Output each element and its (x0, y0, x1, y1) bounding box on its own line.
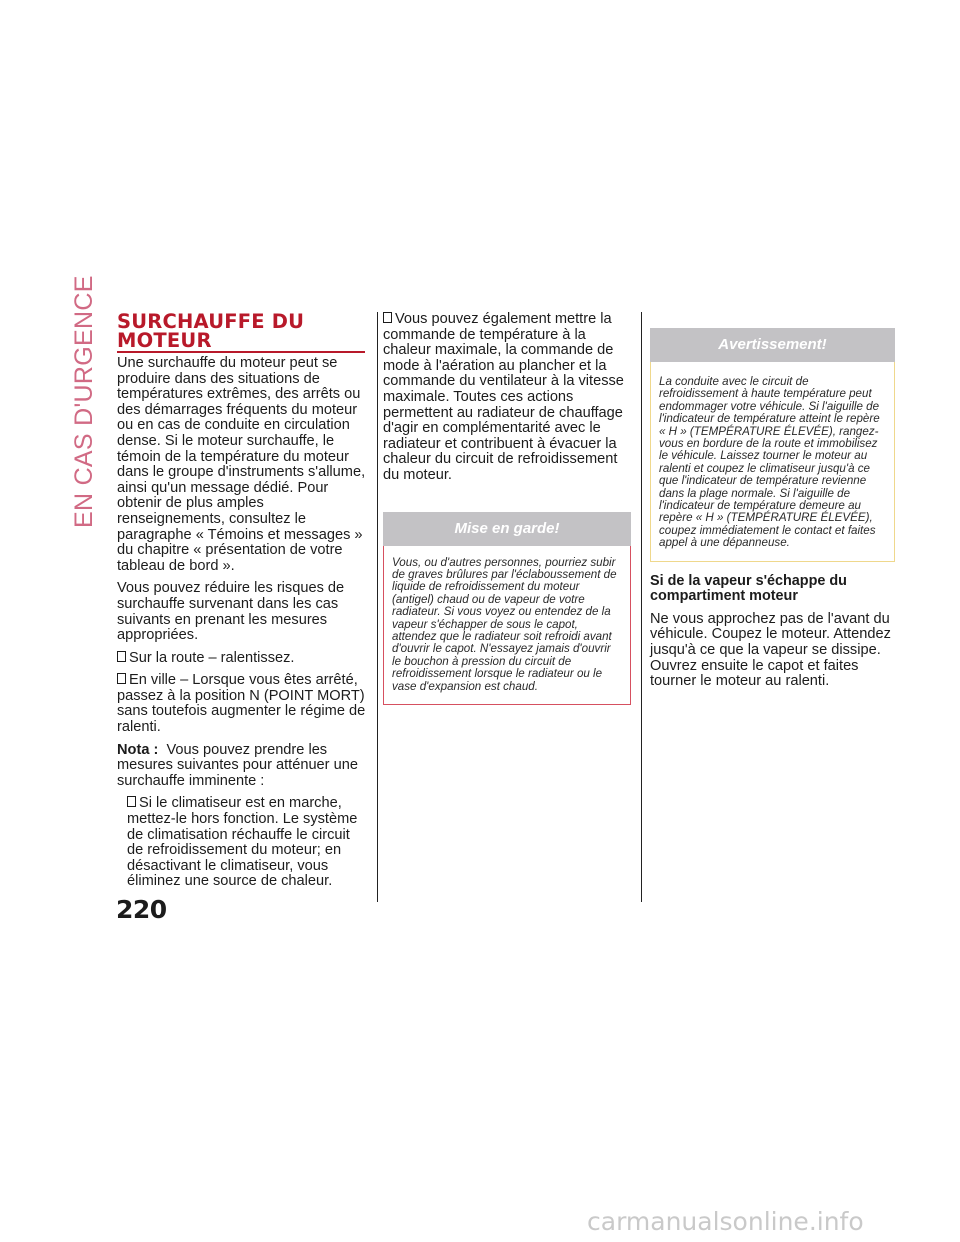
site-watermark: carmanualsonline.info (587, 1207, 864, 1236)
bullet-heater-text: Vous pouvez également mettre la commande de température à la chaleur maximale, la commande de mode à l'aération au plancher et la commande du ventilateur à la vitesse maximale. Toutes ces actions permettent au radiateur de chauffage d'agir en complémentarité avec le radiateur et contribuent à évacuer la chaleur du circuit de refroidissement du moteur. (383, 311, 624, 483)
section-title (117, 312, 365, 353)
bullet-road-text: Sur la route – ralentissez. (129, 649, 295, 666)
bullet-city (117, 673, 369, 735)
caution-box-title: Mise en garde! (383, 512, 631, 546)
bullet-road (117, 651, 369, 667)
column-left (117, 312, 369, 890)
bullet-city-text: En ville – Lorsque vous êtes arrêté, passez à la position N (POINT MORT) sans toutefois augmenter le régime de ralenti. (117, 672, 366, 736)
note-paragraph (117, 743, 369, 790)
note-label: Nota : (117, 741, 159, 758)
chapter-side-tab (70, 275, 104, 528)
chapter-side-tab-label: EN CAS D'URGENCE (70, 275, 98, 528)
column-middle (383, 312, 631, 705)
bullet-heater (383, 312, 631, 484)
caution-box (383, 512, 631, 705)
section-title-line2: MOTEUR (117, 329, 212, 352)
note-text: Vous pouvez prendre les mesures suivantes pour atténuer une surchauffe imminente : (117, 741, 358, 789)
warning-box-title: Avertissement! (650, 328, 895, 362)
column-divider-1 (377, 312, 378, 902)
column-right (650, 312, 895, 690)
intro-paragraph: Une surchauffe du moteur peut se produire dans des situations de températures extrêmes, des arrêts ou des démarrages fréquents du moteur ou en cas de conduite en circulation dense. Si le moteur surchauffe, le témoin de la température du moteur dans le groupe d'instruments s'allume, ainsi qu'un message dédié. Pour obtenir de plus amples renseignements, consultez le paragraphe « Témoins et messages » du chapitre « présentation de votre tableau de bord ». (117, 355, 366, 574)
warning-box-text: La conduite avec le circuit de refroidissement à haute température peut endommager votre véhicule. Si l'aiguille de l'indicateur de température atteint le repère « H » (TEMPÉRATURE ÉLEVÉE), rangez-vous en bordure de la route et immobilisez le véhicule. Laissez tourner le moteur au ralenti et coupez le climatiseur jusqu'à ce que l'indicateur de température revienne dans la plage normale. Si l'aiguille de l'indicateur de température demeure au repère « H » (TEMPÉRATURE ÉLEVÉE), coupez immédiatement le contact et faites appel à une dépanneuse. (650, 362, 895, 562)
warning-box (650, 328, 895, 562)
caution-box-text: Vous, ou d'autres personnes, pourriez subir de graves brûlures par l'éclaboussement de liquide de refroidissement du moteur (antigel) chaud ou de vapeur de votre radiateur. Si vous voyez ou entendez de la vapeur s'échapper de sous le capot, attendez que le radiateur soit refroidi avant d'ouvrir le capot. N'essayez jamais d'ouvrir le bouchon à pression du circuit de refroidissement lorsque le radiateur ou le vase d'expansion est chaud. (383, 546, 631, 705)
steam-paragraph: Ne vous approchez pas de l'avant du véhicule. Coupez le moteur. Attendez jusqu'à ce que la vapeur se dissipe. Ouvrez ensuite le capot et faites tourner le moteur au ralenti. (650, 610, 891, 690)
section-title-line1: SURCHAUFFE DU (117, 310, 305, 333)
steam-subheading: Si de la vapeur s'échappe du compartiment moteur (650, 572, 847, 605)
page-number: 220 (116, 895, 167, 924)
column-divider-2 (641, 312, 642, 902)
bullet-ac-text: Si le climatiseur est en marche, mettez-le hors fonction. Le système de climatisation réchauffe le circuit de refroidissement du moteur; en désactivant le climatiseur, vous éliminez une source de chaleur. (127, 795, 358, 890)
bullet-ac (117, 796, 369, 890)
risk-paragraph: Vous pouvez réduire les risques de surchauffe survenant dans les cas suivants en prenant les mesures appropriées. (117, 580, 345, 644)
